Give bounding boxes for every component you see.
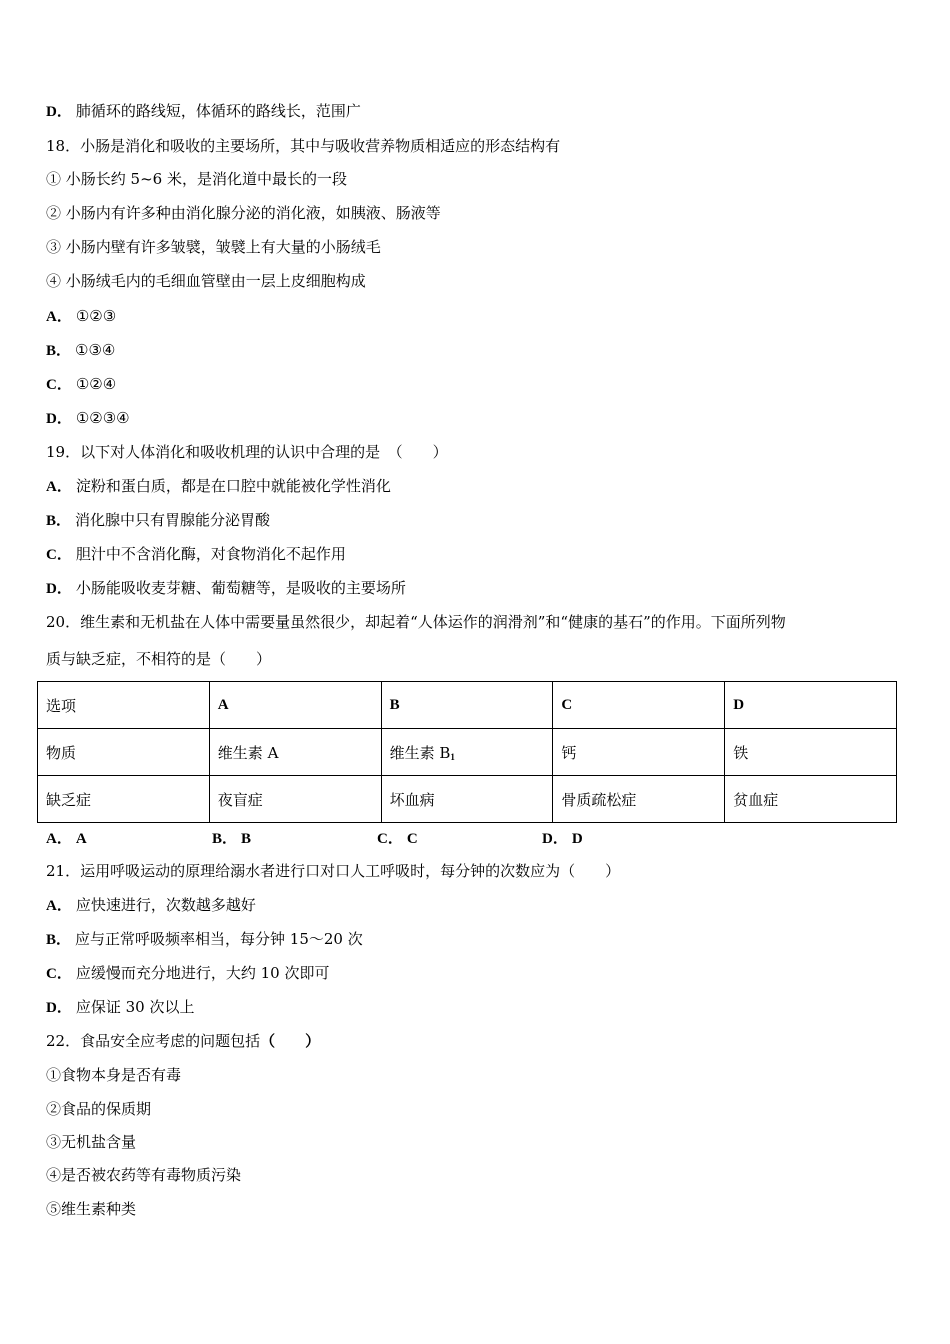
option-label: A． [46, 898, 72, 914]
q19-option-a[interactable] [46, 476, 391, 496]
option-label: D． [46, 581, 72, 597]
option-text: 消化腺中只有胃腺能分泌胃酸 [75, 511, 271, 529]
option-label: D． [46, 1000, 72, 1016]
subscript: 1 [450, 751, 455, 762]
option-text: C [406, 831, 418, 847]
q18-stem: 18．小肠是消化和吸收的主要场所，其中与吸收营养物质相适应的形态结构有 [46, 137, 561, 155]
q22-statement-4: ④是否被农药等有毒物质污染 [46, 1166, 242, 1184]
option-label: C． [377, 831, 403, 847]
q21-option-c[interactable] [46, 963, 329, 983]
q18-statement-2: ② 小肠内有许多种由消化腺分泌的消化液，如胰液、肠液等 [46, 204, 441, 222]
option-label: D． [542, 831, 568, 847]
table-row-deficiency [38, 776, 897, 823]
table-cell: 铁 [725, 729, 897, 776]
option-text: ①②④ [75, 375, 117, 393]
option-label: D． [46, 104, 72, 120]
option-label: B． [46, 513, 72, 529]
q20-stem-line-2: 质与缺乏症，不相符的是（ ） [46, 650, 272, 668]
q22-statement-1: ①食物本身是否有毒 [46, 1066, 182, 1084]
table-cell: A [209, 682, 381, 729]
table-cell: 维生素 A [209, 729, 381, 776]
table-row-substance [38, 729, 897, 776]
option-text: A [75, 831, 87, 847]
q20-option-d[interactable] [542, 828, 583, 849]
cell-text: 维生素 B [389, 743, 451, 762]
q18-statement-3: ③ 小肠内壁有许多皱襞，皱襞上有大量的小肠绒毛 [46, 238, 381, 256]
table-cell: C [553, 682, 725, 729]
option-text: 应快速进行，次数越多越好 [75, 896, 256, 914]
q21-option-b[interactable] [46, 929, 363, 949]
table-cell: 坏血病 [381, 776, 553, 823]
q18-statement-1: ① 小肠长约 5~6 米，是消化道中最长的一段 [46, 170, 347, 188]
q21-option-a[interactable] [46, 895, 256, 915]
option-label: A． [46, 479, 72, 495]
q17-option-d [46, 101, 361, 121]
option-text: 应与正常呼吸频率相当，每分钟 15～20 次 [75, 930, 363, 948]
q19-stem: 19．以下对人体消化和吸收机理的认识中合理的是 （ ） [46, 443, 448, 461]
option-label: C． [46, 377, 72, 393]
q18-option-a[interactable] [46, 306, 116, 326]
table-row-header [38, 682, 897, 729]
table-cell [381, 729, 553, 776]
table-cell: B [381, 682, 553, 729]
q19-option-d[interactable] [46, 578, 406, 598]
option-label: C． [46, 966, 72, 982]
q20-option-b[interactable] [212, 828, 251, 849]
table-cell: 骨质疏松症 [553, 776, 725, 823]
q21-stem: 21．运用呼吸运动的原理给溺水者进行口对口人工呼吸时，每分钟的次数应为（ ） [46, 862, 621, 880]
option-label: B． [46, 343, 72, 359]
option-label: A． [46, 309, 72, 325]
q18-statement-4: ④ 小肠绒毛内的毛细血管壁由一层上皮细胞构成 [46, 272, 366, 290]
option-text: 胆汁中不含消化酶，对食物消化不起作用 [75, 545, 346, 563]
table-cell: 贫血症 [725, 776, 897, 823]
option-text: 应保证 30 次以上 [75, 998, 195, 1016]
table-cell: 物质 [38, 729, 210, 776]
q22-stem [46, 1031, 320, 1051]
q18-option-b[interactable] [46, 340, 115, 360]
q20-option-a[interactable] [46, 828, 87, 849]
option-label: D． [46, 411, 72, 427]
option-label: B． [46, 932, 72, 948]
q20-table [37, 681, 897, 823]
q19-option-c[interactable] [46, 544, 346, 564]
q18-option-d[interactable] [46, 408, 130, 428]
option-text: 应缓慢而充分地进行，大约 10 次即可 [75, 964, 330, 982]
q20-options [46, 828, 906, 848]
option-label: C． [46, 547, 72, 563]
q18-option-c[interactable] [46, 374, 116, 394]
q19-option-b[interactable] [46, 510, 270, 530]
q22-stem-text: 22．食品安全应考虑的问题包括 [46, 1032, 261, 1050]
q20-stem-line-1: 20．维生素和无机盐在人体中需要量虽然很少，却起着“人体运作的润滑剂”和“健康的基石”的作用。下面所列物 [46, 613, 786, 631]
q20-option-c[interactable] [377, 828, 418, 849]
option-text: ①②③④ [75, 409, 130, 427]
table-cell: 夜盲症 [209, 776, 381, 823]
table-cell: 钙 [553, 729, 725, 776]
option-label: A． [46, 831, 72, 847]
q22-statement-5: ⑤维生素种类 [46, 1200, 137, 1218]
option-text: B [241, 831, 252, 847]
option-text: ①②③ [75, 307, 117, 325]
option-label: B． [212, 831, 238, 847]
option-text: 肺循环的路线短，体循环的路线长，范围广 [75, 102, 361, 120]
table-cell: 选项 [38, 682, 210, 729]
q22-statement-3: ③无机盐含量 [46, 1133, 137, 1151]
option-text: D [571, 831, 583, 847]
table-cell: D [725, 682, 897, 729]
option-text: 小肠能吸收麦芽糖、葡萄糖等，是吸收的主要场所 [75, 579, 406, 597]
option-text: ①③④ [75, 341, 116, 359]
option-text: 淀粉和蛋白质，都是在口腔中就能被化学性消化 [75, 477, 391, 495]
q22-answer-paren: （ ） [260, 1032, 321, 1050]
q21-option-d[interactable] [46, 997, 194, 1017]
table-cell: 缺乏症 [38, 776, 210, 823]
q22-statement-2: ②食品的保质期 [46, 1100, 152, 1118]
